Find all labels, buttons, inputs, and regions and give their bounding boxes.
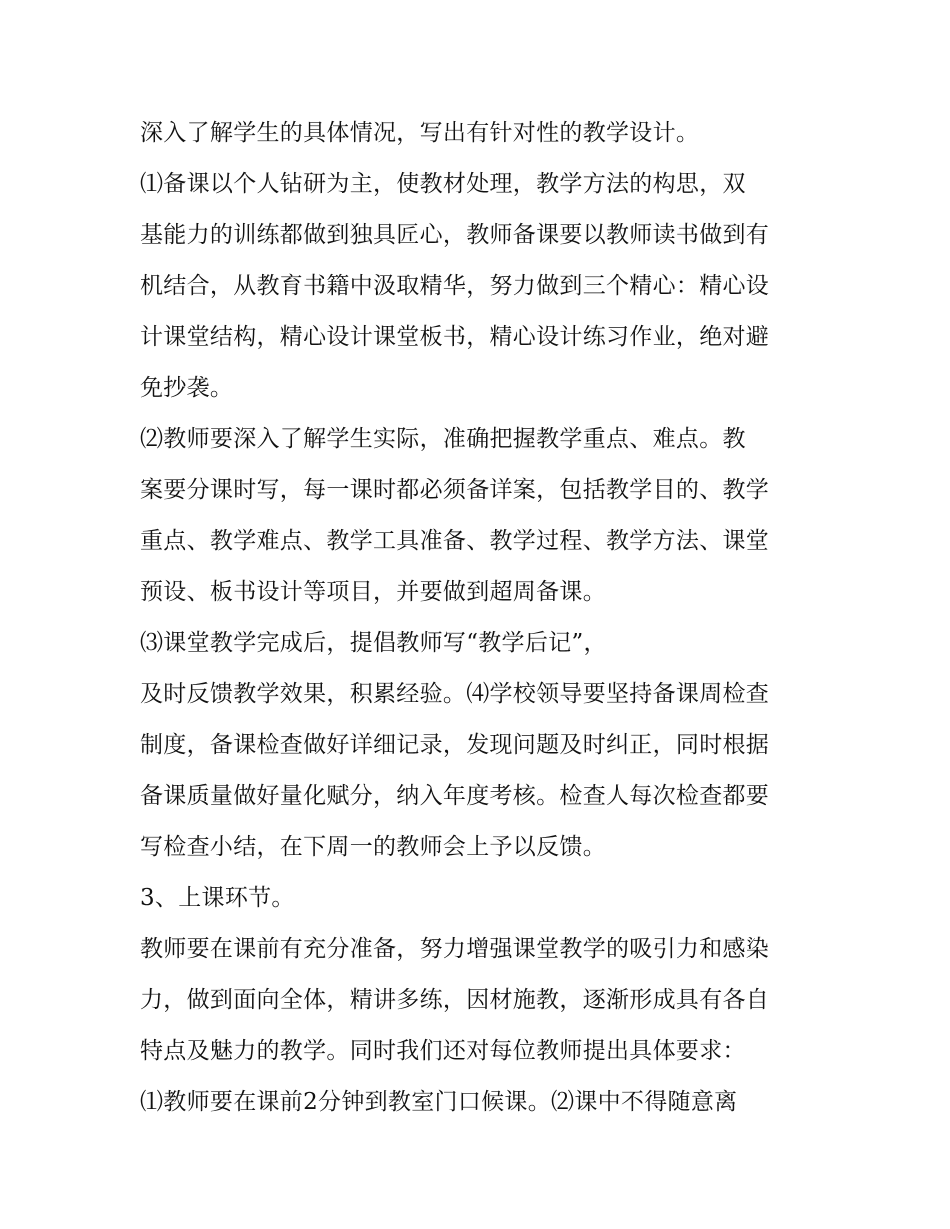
document-body [140, 108, 820, 1128]
text-line: 重点、教学难点、教学工具准备、教学过程、教学方法、课堂 [140, 528, 770, 554]
text-line: 特点及魅力的教学。同时我们还对每位教师提出具体要求： [140, 1038, 746, 1064]
text-line: 基能力的训练都做到独具匠心，教师备课要以教师读书做到有 [140, 222, 770, 248]
text-line: 深入了解学生的具体情况，写出有针对性的教学设计。 [140, 120, 700, 146]
text-line: 写检查小结，在下周一的教师会上予以反馈。 [140, 834, 606, 860]
text-line: 制度，备课检查做好详细记录，发现问题及时纠正，同时根据 [140, 732, 770, 758]
section-heading: 3、上课环节。 [140, 885, 295, 911]
text-line: 案要分课时写，每一课时都必须备详案，包括教学目的、教学 [140, 477, 770, 503]
text-line: ⑴教师要在课前2分钟到教室门口候课。⑵课中不得随意离 [140, 1089, 738, 1115]
text-line: ⑵教师要深入了解学生实际，准确把握教学重点、难点。教 [140, 426, 746, 452]
text-line: 力，做到面向全体，精讲多练，因材施教，逐渐形成具有各自 [140, 987, 770, 1013]
text-line: 预设、板书设计等项目，并要做到超周备课。 [140, 579, 606, 605]
text-line: ⑴备课以个人钻研为主，使教材处理，教学方法的构思，双 [140, 171, 746, 197]
text-line: 教师要在课前有充分准备，努力增强课堂教学的吸引力和感染 [140, 936, 770, 962]
text-line: 及时反馈教学效果，积累经验。⑷学校领导要坚持备课周检查 [140, 681, 770, 707]
text-line: 备课质量做好量化赋分，纳入年度考核。检查人每次检查都要 [140, 783, 770, 809]
text-line: 免抄袭。 [140, 375, 234, 401]
text-line: 计课堂结构，精心设计课堂板书，精心设计练习作业，绝对避 [140, 324, 770, 350]
text-line: ⑶课堂教学完成后，提倡教师写“教学后记”， [140, 630, 607, 656]
text-line: 机结合，从教育书籍中汲取精华，努力做到三个精心：精心设 [140, 273, 770, 299]
